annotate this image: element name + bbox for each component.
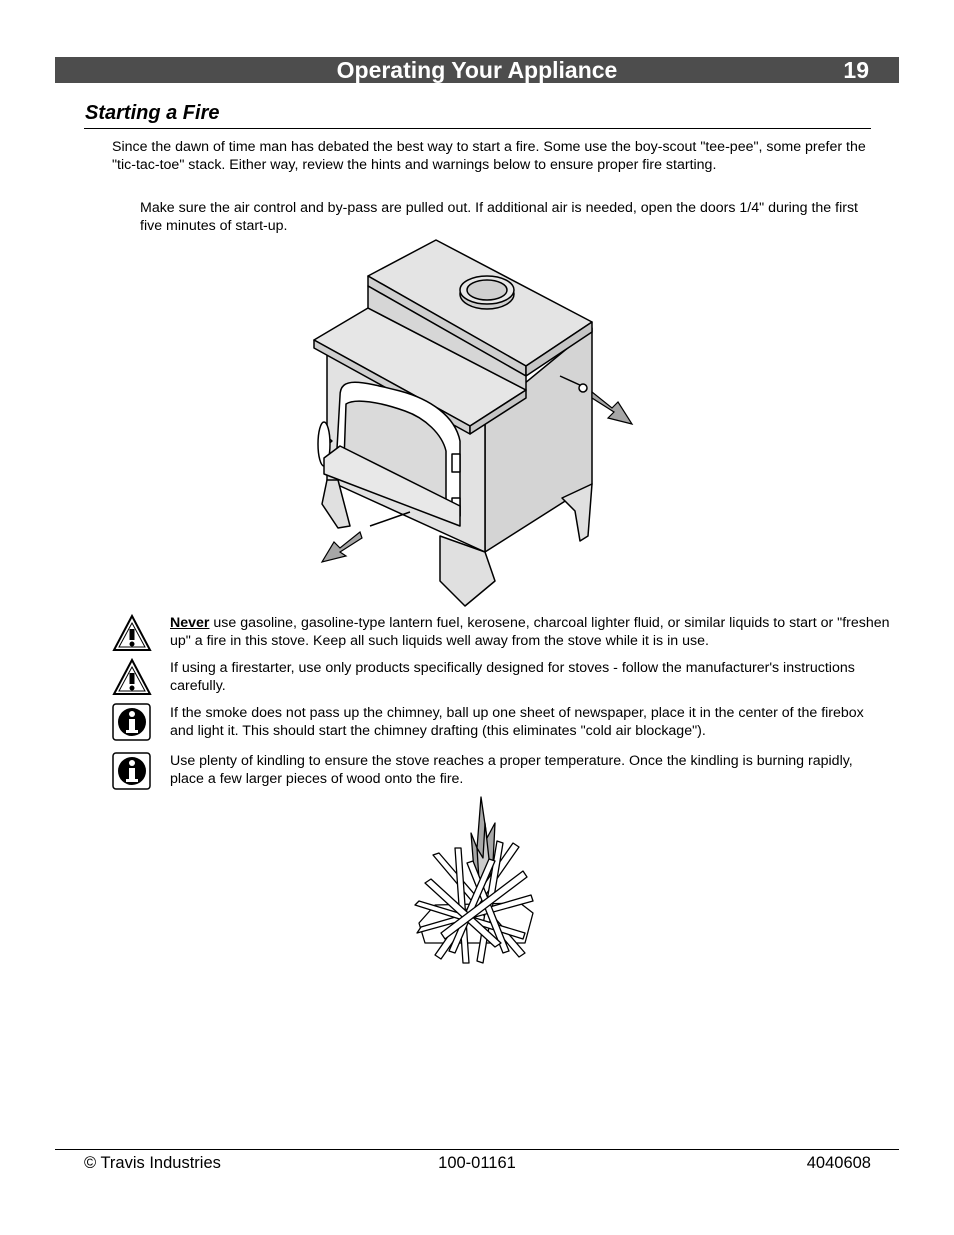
info-icon (112, 752, 152, 790)
warning-icon (112, 658, 152, 696)
footer-part-number: 100-01161 (438, 1154, 516, 1172)
section-title: Starting a Fire (85, 102, 220, 124)
note-emphasis: Never (170, 615, 210, 631)
footer-doc-number: 4040608 (806, 1154, 871, 1172)
intro-paragraph: Since the dawn of time man has debated the best way to start a fire. Some use the boy-scout "tee-pee", some prefer the "tic-tac-toe" stack. Either way, review the hints and warnings below to ensure proper fire starting. (112, 139, 866, 173)
note-item (170, 659, 890, 695)
footer-copyright: © Travis Industries (84, 1154, 221, 1172)
note-text: Use plenty of kindling to ensure the stove reaches a proper temperature. Once the kindling is burning rapidly, place a few larger pieces of wood onto the fire. (170, 753, 853, 787)
warning-icon (112, 614, 152, 652)
note-item (170, 752, 890, 788)
page-number: 19 (843, 57, 869, 83)
air-control-tip: Make sure the air control and by-pass are pulled out. If additional air is needed, open the doors 1/4" during the first five minutes of start-up. (140, 200, 858, 234)
footer-divider (55, 1149, 899, 1150)
note-item (170, 614, 890, 650)
page-title: Operating Your Appliance (336, 57, 618, 83)
kindling-fire-illustration (405, 793, 545, 965)
note-item (170, 704, 890, 740)
section-divider (84, 128, 871, 129)
stove-illustration (300, 236, 640, 608)
note-text: If the smoke does not pass up the chimney, ball up one sheet of newspaper, place it in the center of the firebox and light it. This should start the chimney drafting (this eliminates "cold air blockage"). (170, 705, 864, 739)
note-text: If using a firestarter, use only products specifically designed for stoves - follow the manufacturer's instructions carefully. (170, 660, 855, 694)
info-icon (112, 703, 152, 741)
page-header (55, 57, 899, 83)
note-text: use gasoline, gasoline-type lantern fuel, kerosene, charcoal lighter fluid, or similar liquids to start or "freshen up" a fire in this stove. Keep all such liquids well away from the stove while it is in use. (170, 615, 890, 649)
